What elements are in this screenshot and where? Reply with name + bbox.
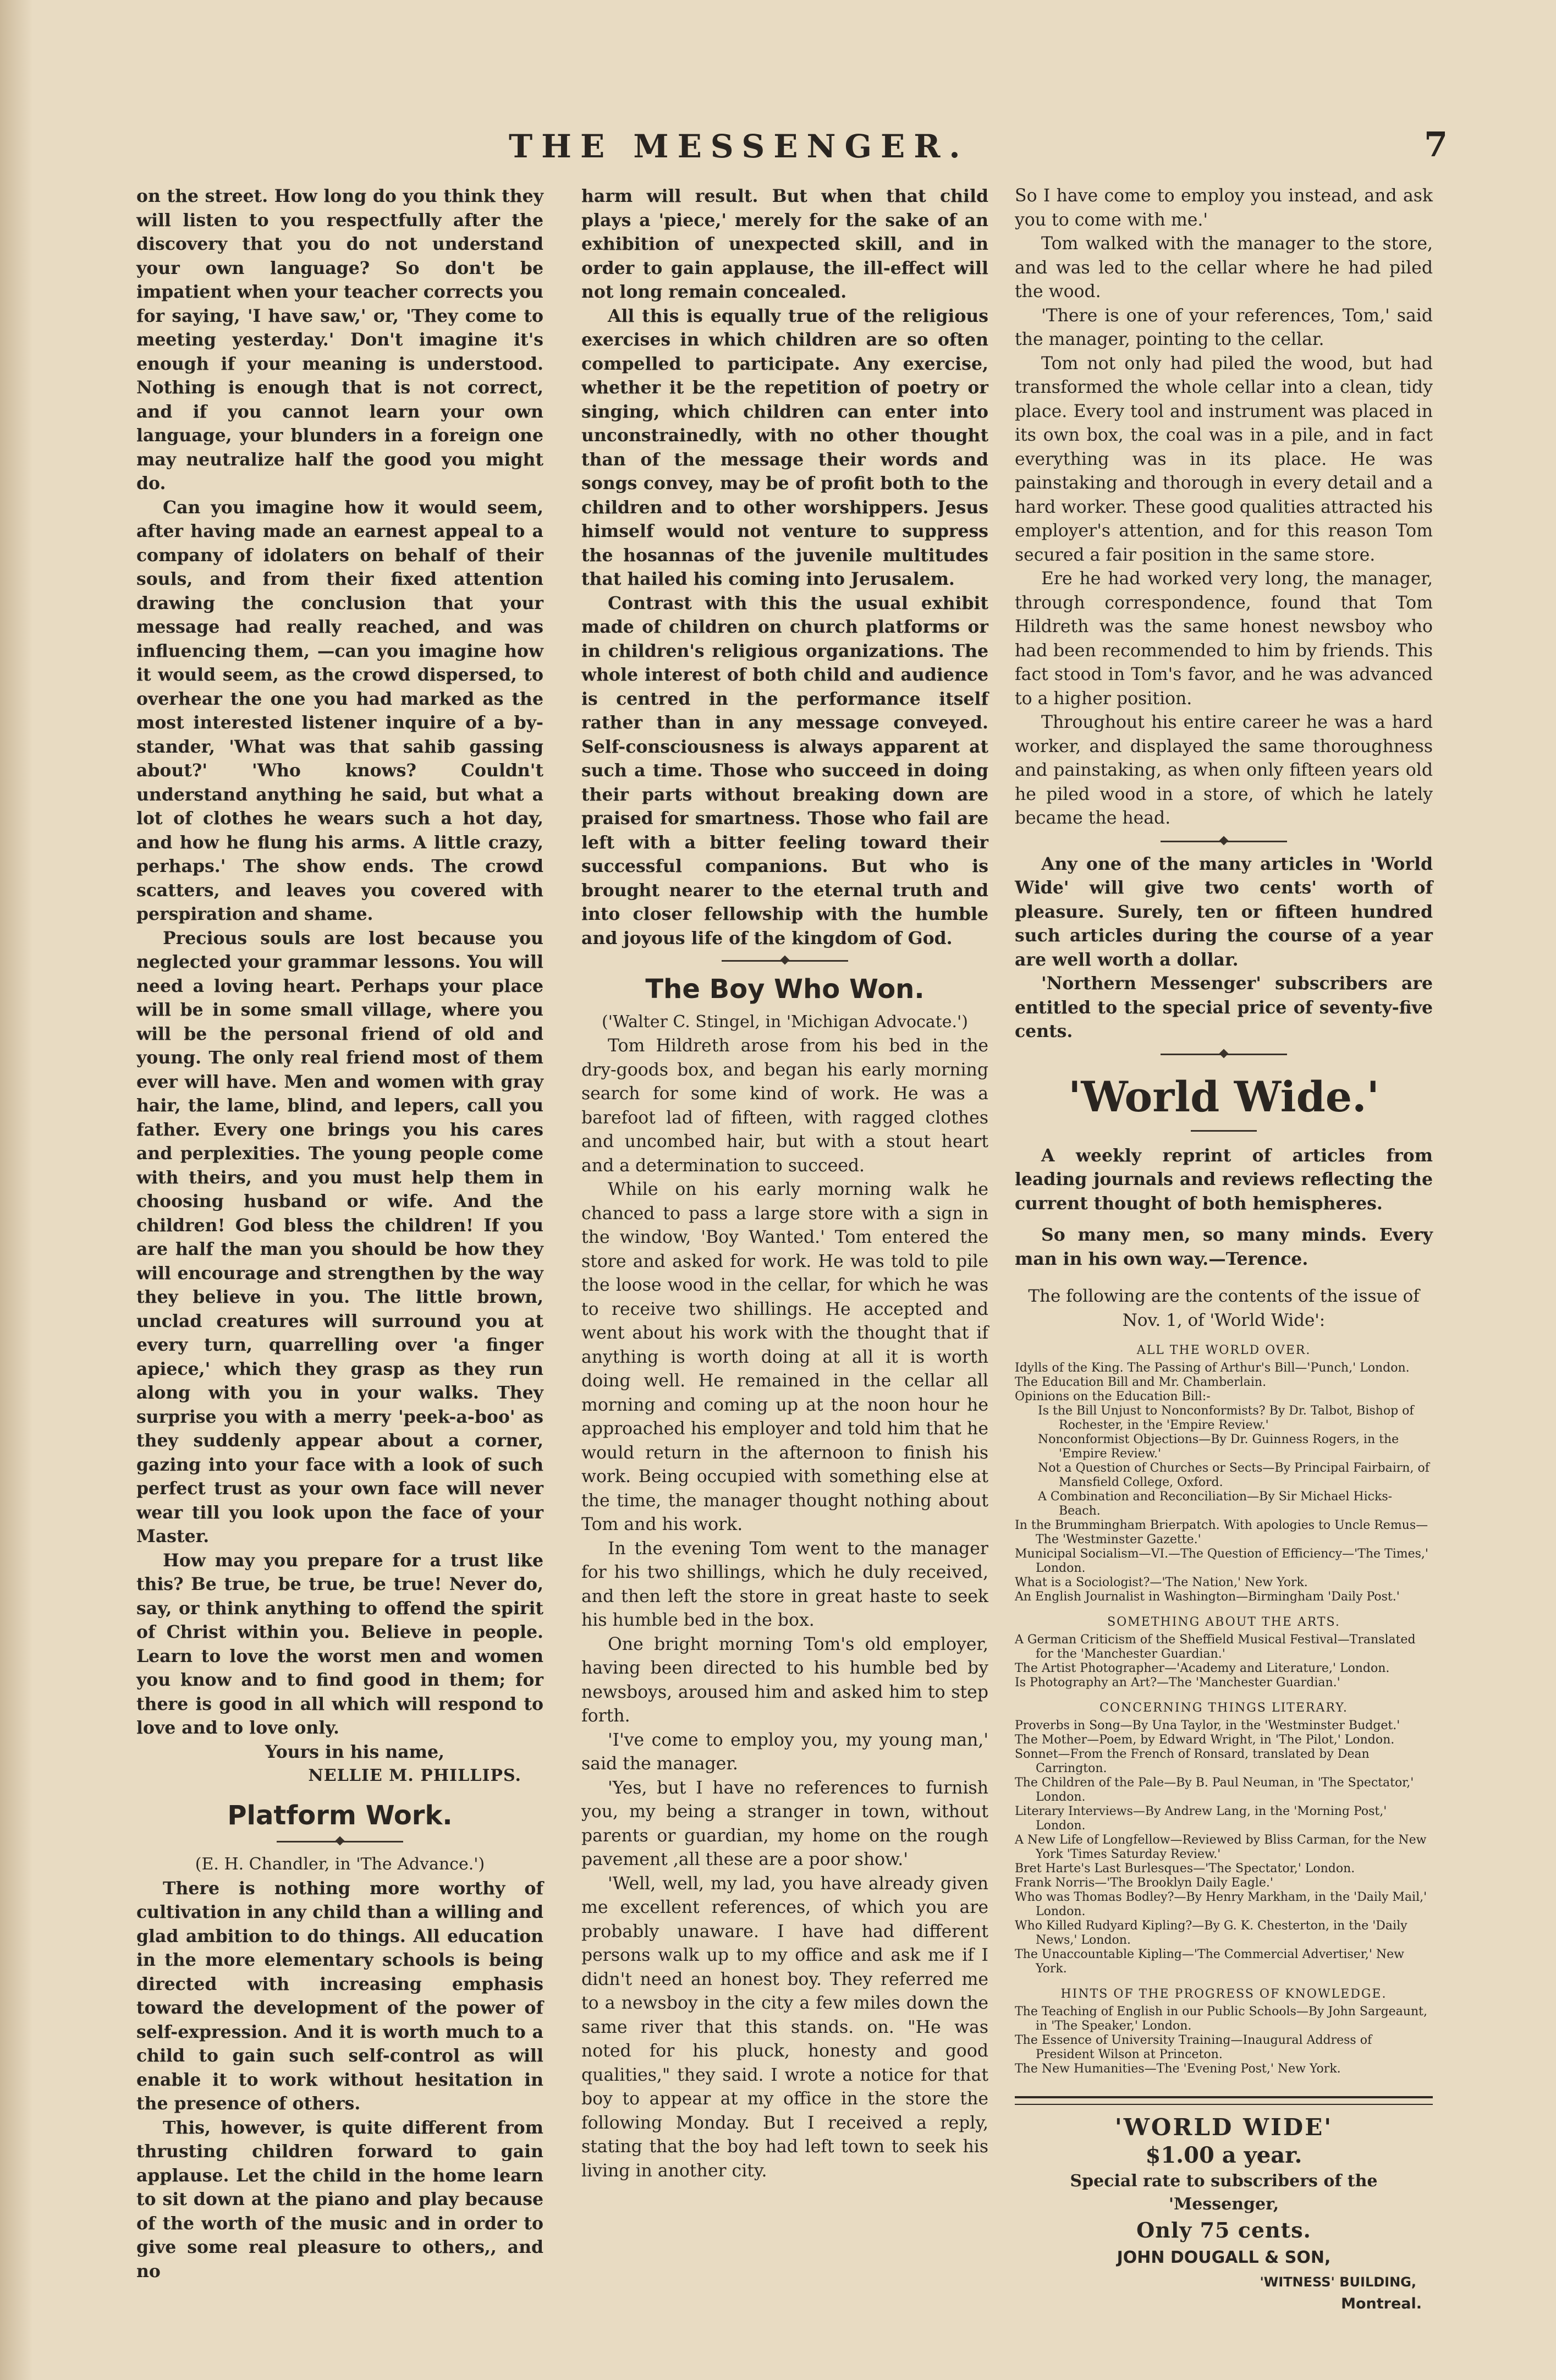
contents-item: The Children of the Pale—By B. Paul Neuman, in 'The Spectator,' London. (1015, 1776, 1414, 1804)
contents-item: The Teaching of English in our Public Schools—By John Sargeaunt, in 'The Speaker,' London. (1015, 2005, 1427, 2033)
contents-item: Who Killed Rudyard Kipling?—By G. K. Chesterton, in the 'Daily News,' London. (1015, 1919, 1407, 1947)
paragraph: Tom Hildreth arose from his bed in the dry-goods box, and began his early morning search for some kind of work. He was a barefoot lad of fifteen, with ragged clothes and uncombed hair, but with a stout heart and a determination to succeed. (581, 1036, 988, 1176)
paragraph: 'Yes, but I have no references to furnish you, my being a stranger in town, without parents or guardian, my home on the rough pavement ,all these are a poor show.' (581, 1778, 988, 1869)
contents-item: The New Humanities—The 'Evening Post,' New York. (1015, 2062, 1341, 2076)
paragraph: Tom walked with the manager to the store, and was led to the cellar where he had piled the wood. (1015, 234, 1433, 301)
contents-section-heading: SOMETHING ABOUT THE ARTS. (1107, 1615, 1340, 1629)
page-gutter-shadow (0, 0, 33, 2380)
paragraph: While on his early morning walk he chanced to pass a large store with a sign in the window, 'Boy Wanted.' Tom entered the store and asked for work. He was told to pile the loose wood in the cellar, for which he was to receive two shillings. He accepted and went about his work with the thought that if anything is worth doing at all it is worth doing well. He remained in the cellar all morning and coming up at the noon hour he approached his employer and told him that he would return in the afternoon to finish his work. Being occupied with something else at the time, the manager thought nothing about Tom and his work. (581, 1180, 988, 1534)
page-number: 7 (1424, 124, 1448, 164)
contents-item: The Artist Photographer—'Academy and Literature,' London. (1015, 1661, 1390, 1675)
paragraph: Precious souls are lost because you neglected your grammar lessons. You will need a loving heart. Perhaps your place will be in some small village, where you will be the personal friend of old and young. The only real friend most of them ever will have. Men and women with gray hair, the lame, blind, and lepers, call you father. Every one brings you his cares and perplexities. The young people come with theirs, and you must help them in choosing husband or wife. And the children! God bless the children! If you are half the man you should be how they will encourage and strengthen by the way they believe in you. The little brown, unclad creatures will surround you at every turn, quarrelling over 'a finger apiece,' which they grasp as they run along with you in your walks. They surprise you with a merry 'peek-a-boo' as they suddenly appear about a corner, gazing into your face with a look of such perfect trust as your own face will never wear till you look upon the face of your Master. (136, 928, 543, 1547)
world-wide-title: 'World Wide.' (1068, 1072, 1379, 1121)
ad-rule-thin (1015, 2104, 1433, 2105)
contents-item: The Essence of University Training—Inaugural Address of President Wilson at Princeton. (1015, 2033, 1372, 2061)
contents-item: Is the Bill Unjust to Nonconformists? By Dr. Talbot, Bishop of Rochester, in the 'Empire Review.' (1038, 1404, 1414, 1432)
contents-item: A New Life of Longfellow—Reviewed by Bliss Carman, for the New York 'Times Saturday Review.' (1015, 1833, 1427, 1861)
paragraph: 'I've come to employ you, my young man,' said the manager. (581, 1730, 988, 1774)
ad-city: Montreal. (1341, 2295, 1422, 2312)
contents-item: Frank Norris—'The Brooklyn Daily Eagle.' (1015, 1876, 1273, 1890)
column-1 (136, 184, 543, 2283)
section-divider (1161, 841, 1287, 842)
paragraph: A weekly reprint of articles from leading journals and reviews reflecting the current thought of both hemispheres. (1015, 1145, 1433, 1214)
paragraph: Can you imagine how it would seem, after having made an earnest appeal to a company of idolaters on behalf of their souls, and from their fixed attention drawing the conclusion that your message had really reached, and was influencing them, —can you imagine how it would seem, as the crowd dispersed, to overhear the one you had marked as the most interested listener inquire of a by-stander, 'What was that sahib gassing about?' 'Who knows? Couldn't understand anything he said, but what a lot of clothes he wears such a hot day, and how he flung his arms. A little crazy, perhaps.' The show ends. The crowd scatters, and leaves you covered with perspiration and shame. (136, 497, 543, 924)
contents-item: Literary Interviews—By Andrew Lang, in the 'Morning Post,' London. (1015, 1805, 1387, 1833)
paragraph: All this is equally true of the religious exercises in which children are so often compelled to participate. Any exercise, whether it be the repetition of poetry or singing, which children can enter into unconstrainedly, with no other thought than of the message their words and songs convey, may be of profit both to the children and to other worshippers. Jesus himself would not venture to suppress the hosannas of the juvenile multitudes that hailed his coming into Jerusalem. (581, 305, 988, 589)
contents-item: Who was Thomas Bodley?—By Henry Markham, in the 'Daily Mail,' London. (1015, 1890, 1427, 1918)
table-of-contents (1015, 1342, 1433, 2076)
contents-item: Is Photography an Art?—The 'Manchester Guardian.' (1015, 1676, 1340, 1690)
ad-title: 'WORLD WIDE' (1114, 2114, 1333, 2141)
contents-item: Bret Harte's Last Burlesques—'The Spectator,' London. (1015, 1862, 1355, 1876)
world-wide-intro (1015, 1144, 1433, 1271)
paragraph: Ere he had worked very long, the manager, through correspondence, found that Tom Hildreth was the same honest newsboy who had been recommended to him by friends. This fact stood in Tom's favor, and he was advanced to a higher position. (1015, 569, 1433, 709)
contents-item: Nonconformist Objections—By Dr. Guinness Rogers, in the 'Empire Review.' (1038, 1433, 1399, 1461)
paragraph: Throughout his entire career he was a hard worker, and displayed the same thoroughness and painstaking, as when only fifteen years old he piled wood in a store, of which he lately became the head. (1015, 712, 1433, 828)
paragraph: on the street. How long do you think they will listen to you respectfully after the discovery that you do not understand your own language? So don't be impatient when your teacher corrects you for saying, 'I have saw,' or, 'They come to meeting yesterday.' Don't imagine it's enough if your meaning is understood. Nothing is enough that is not correct, and if you cannot learn your own language, your blunders in a foreign one may neutralize half the good you might do. (136, 186, 543, 493)
contents-item: An English Journalist in Washington—Birmingham 'Daily Post.' (1015, 1590, 1400, 1604)
contents-item: Sonnet—From the French of Ronsard, translated by Dean Carrington. (1015, 1747, 1370, 1775)
paragraph: This, however, is quite different from thrusting children forward to gain applause. Let the child in the home learn to sit down at the piano and play because of the worth of the music and in order to give some real pleasure to others,, and no (136, 2117, 543, 2282)
contents-item: Proverbs in Song—By Una Taylor, in the 'Westminster Budget.' (1015, 1719, 1400, 1732)
contents-item: What is a Sociologist?—'The Nation,' New York. (1015, 1576, 1308, 1589)
title-underline (1191, 1130, 1257, 1132)
contents-item: Idylls of the King. The Passing of Arthur's Bill—'Punch,' London. (1015, 1361, 1410, 1375)
title-divider (277, 1841, 403, 1842)
article-byline: ('Walter C. Stingel, in 'Michigan Advocate.') (602, 1012, 968, 1032)
column-3 (1015, 184, 1433, 2315)
letter-closing: Yours in his name, (265, 1741, 444, 1762)
paragraph: Tom not only had piled the wood, but had transformed the whole cellar into a clean, tidy place. Every tool and instrument was placed in its own box, the coal was in a pile, and in fact everything was in its place. He was painstaking and thorough in every detail and a hard worker. These good qualities attracted his employer's attention, and for this reason Tom secured a fair position in the same store. (1015, 353, 1433, 565)
contents-item: The Unaccountable Kipling—'The Commercial Advertiser,' New York. (1015, 1948, 1404, 1976)
contents-item: Opinions on the Education Bill:- (1015, 1390, 1211, 1403)
ad-price: $1.00 a year. (1145, 2142, 1302, 2168)
paragraph: How may you prepare for a trust like this? Be true, be true, be true! Never do, say, or think anything to offend the spirit of Christ within you. Believe in people. Learn to love the worst men and women you know and to find good in them; for there is good in all which will respond to love and to love only. (136, 1550, 543, 1738)
contents-item: The Education Bill and Mr. Chamberlain. (1015, 1375, 1267, 1389)
contents-item: Municipal Socialism—VI.—The Question of Efficiency—'The Times,' London. (1015, 1547, 1428, 1575)
article-title-boy-who-won: The Boy Who Won. (645, 974, 925, 1005)
column-2 (581, 184, 988, 2183)
contents-section-heading: HINTS OF THE PROGRESS OF KNOWLEDGE. (1060, 1987, 1387, 2001)
paragraph: 'Well, well, my lad, you have already given me excellent references, of which you are probably unaware. I have had different persons walk up to my office and ask me if I didn't need an honest boy. They referred me to a newsboy in the city a few miles down the same river that this stands. on. "He was noted for his pluck, honesty and good qualities," they said. I wrote a notice for that boy to appear at my office in the store the following Monday. But I received a reply, stating that the boy had left town to seek his living in another city. (581, 1873, 988, 2181)
subscription-ad (1015, 2114, 1433, 2315)
article-title-platform-work: Platform Work. (227, 1800, 453, 1831)
contents-item: In the Brummingham Brierpatch. With apologies to Uncle Remus—The 'Westminster Gazette.' (1015, 1518, 1428, 1547)
paragraph: There is nothing more worthy of cultivation in any child than a willing and glad ambition to do things. All education in the more elementary schools is being directed with increasing emphasis toward the development of the power of self-expression. And it is worth much to a child to gain such self-control as will enable it to work without hesitation in the presence of others. (136, 1878, 543, 2114)
contents-item: A German Criticism of the Sheffield Musical Festival—Translated for the 'Manchester Guardian.' (1015, 1633, 1416, 1661)
paragraph: So I have come to employ you instead, and ask you to come with me.' (1015, 186, 1433, 230)
contents-heading: The following are the contents of the issue of Nov. 1, of 'World Wide': (1028, 1286, 1420, 1330)
contents-section-heading: ALL THE WORLD OVER. (1136, 1343, 1311, 1357)
paragraph: Any one of the many articles in 'World Wide' will give two cents' worth of pleasure. Surely, ten or fifteen hundred such articles during the course of a year are well worth a dollar. (1015, 853, 1433, 970)
paragraph: 'There is one of your references, Tom,' said the manager, pointing to the cellar. (1015, 305, 1433, 349)
contents-item: The Mother—Poem, by Edward Wright, in 'The Pilot,' London. (1015, 1733, 1395, 1747)
paragraph: One bright morning Tom's old employer, having been directed to his humble bed by newsboys, aroused him and asked him to step forth. (581, 1634, 988, 1726)
paragraph: In the evening Tom went to the manager for his two shillings, which he duly received, and then left the store in great haste to seek his humble bed in the box. (581, 1538, 988, 1630)
ad-building: 'WITNESS' BUILDING, (1260, 2274, 1416, 2290)
paragraph: Contrast with this the usual exhibit made of children on church platforms or in children's religious organizations. The whole interest of both child and audience is centred in the performance itself rather than in any message conveyed. Self-consciousness is always apparent at such a time. Those who succeed in doing their parts without breaking down are praised for smartness. Those who fail are left with a bitter feeling toward their successful companions. But who is brought nearer to the eternal truth and into closer fellowship with the humble and joyous life of the kingdom of God. (581, 593, 988, 948)
masthead: THE MESSENGER. (509, 128, 969, 165)
ad-publisher: JOHN DOUGALL & SON, (1117, 2248, 1331, 2267)
page-header (0, 124, 1556, 172)
ad-special-rate: Special rate to subscribers of the 'Messenger, (1070, 2171, 1378, 2214)
contents-item: A Combination and Reconciliation—By Sir Michael Hicks-Beach. (1038, 1490, 1393, 1518)
contents-section-heading: CONCERNING THINGS LITERARY. (1099, 1701, 1348, 1715)
letter-signature: NELLIE M. PHILLIPS. (308, 1766, 521, 1785)
paragraph: So many men, so many minds. Every man in his own way.—Terence. (1015, 1225, 1433, 1269)
paragraph: harm will result. But when that child plays a 'piece,' merely for the sake of an exhibition of unexpected skill, and in order to gain applause, the ill-effect will not long remain concealed. (581, 186, 988, 302)
platform-work-continued (581, 184, 988, 950)
section-divider (722, 960, 848, 962)
section-divider (1161, 1054, 1287, 1055)
paragraph: 'Northern Messenger' subscribers are entitled to the special price of seventy-five cents. (1015, 973, 1433, 1041)
contents-item: Not a Question of Churches or Sects—By Principal Fairbairn, of Mansfield College, Oxford. (1038, 1461, 1429, 1489)
ad-discount-price: Only 75 cents. (1136, 2218, 1311, 2242)
world-wide-notice (1015, 852, 1433, 1044)
article-byline: (E. H. Chandler, in 'The Advance.') (195, 1854, 485, 1874)
ad-rule-top (1015, 2096, 1433, 2098)
